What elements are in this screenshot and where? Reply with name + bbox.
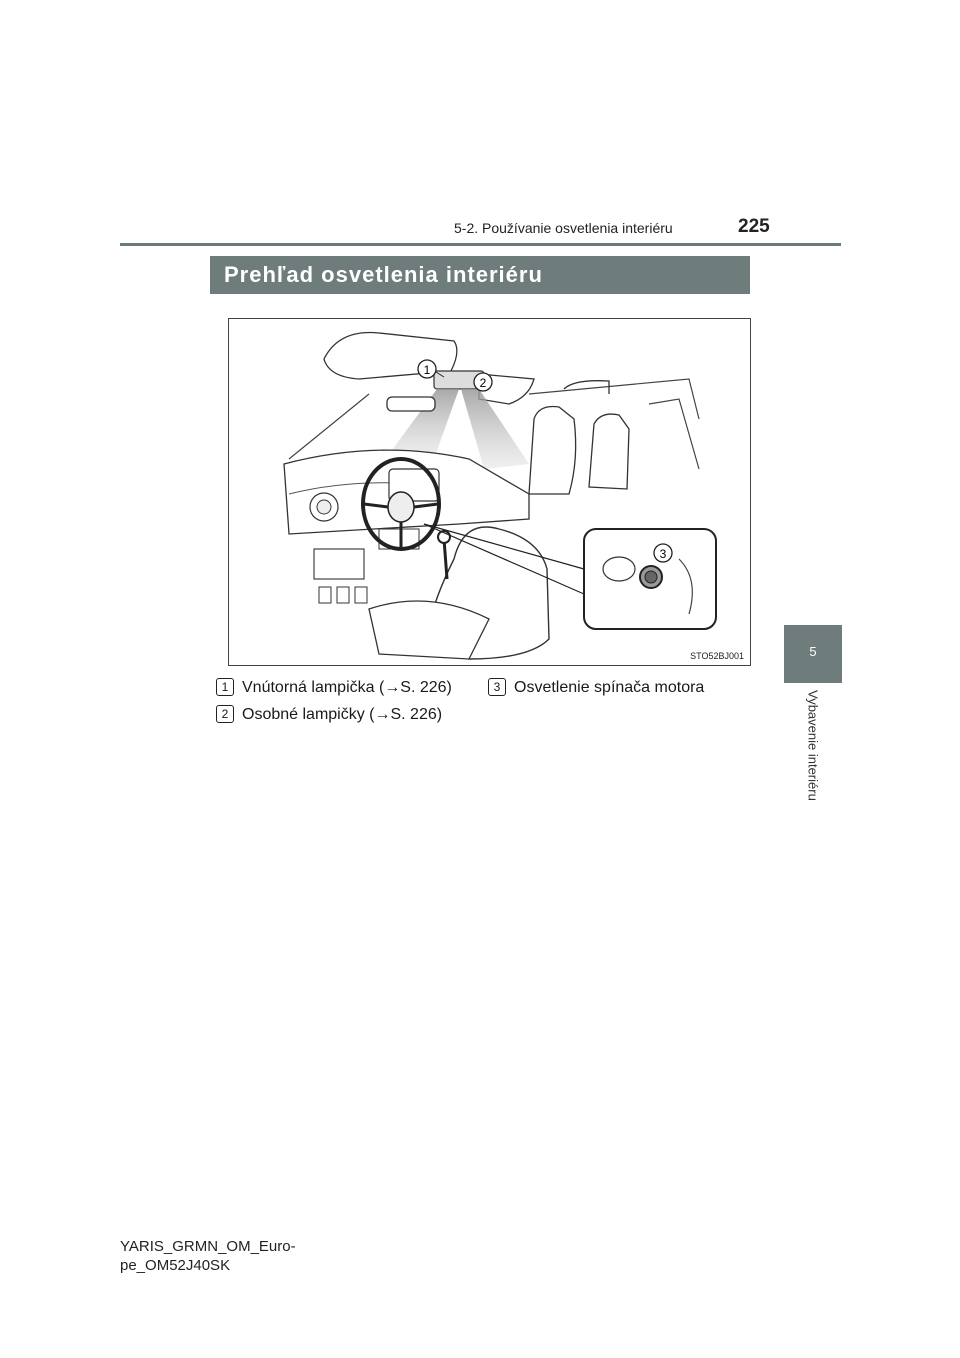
car-interior-illustration [229, 319, 750, 665]
legend-text-1: Vnútorná lampička (→S. 226) [242, 679, 452, 696]
seat-rear-2 [589, 414, 629, 489]
rearview-mirror [387, 397, 435, 411]
chapter-number: 5 [809, 644, 817, 659]
interior-figure [228, 318, 751, 666]
footer-line-1: YARIS_GRMN_OM_Euro- [120, 1238, 296, 1255]
legend-num-2: 2 [216, 705, 234, 723]
header-section-title: 5-2. Používanie osvetlenia interiéru [454, 220, 673, 236]
legend-item-1 [216, 678, 452, 697]
callout-2-label: 2 [479, 376, 487, 390]
callout-3-label: 3 [659, 547, 667, 561]
footer-doc-id [120, 1237, 296, 1275]
callout-2 [474, 373, 492, 391]
legend-num-1: 1 [216, 678, 234, 696]
chapter-tab[interactable] [784, 625, 842, 683]
footer-line-2: pe_OM52J40SK [120, 1257, 231, 1274]
page-title: Prehľad osvetlenia interiéru [224, 262, 543, 287]
legend-num-3: 3 [488, 678, 506, 696]
callout-1-label: 1 [423, 363, 431, 377]
title-bar [210, 256, 750, 294]
callout-3 [654, 544, 672, 562]
page-number: 225 [738, 216, 770, 237]
chapter-title: Vybavenie interiéru [805, 690, 821, 801]
seat-rear-1 [529, 407, 576, 495]
legend-item-3 [488, 678, 704, 697]
legend-text-3: Osvetlenie spínača motora [514, 679, 705, 696]
figure-code: STO52BJ001 [690, 651, 744, 661]
header-rule [120, 243, 841, 246]
legend-item-2 [216, 705, 442, 724]
callout-1 [418, 360, 436, 378]
legend-text-2: Osobné lampičky (→S. 226) [242, 706, 443, 723]
